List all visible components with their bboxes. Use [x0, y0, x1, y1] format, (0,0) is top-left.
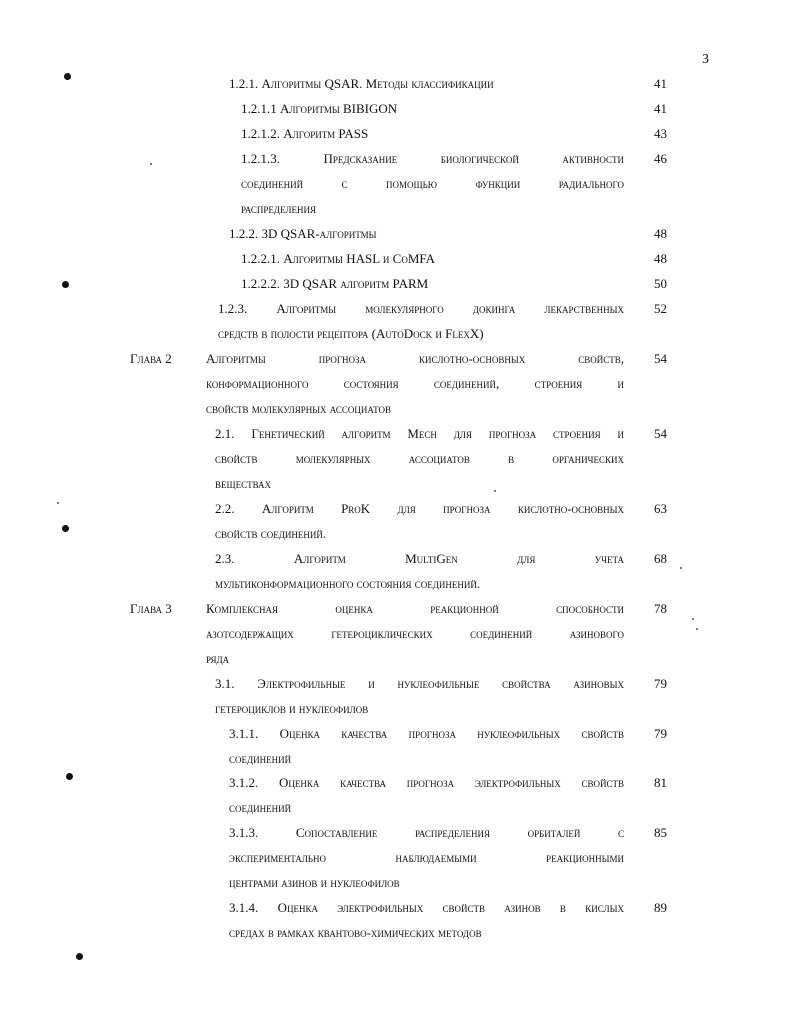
- toc-entry-text: 2.3. Алгоритм MultiGen для учета: [215, 551, 624, 566]
- scan-speck: [57, 502, 59, 504]
- toc-entry-text: соединений: [229, 800, 292, 815]
- toc-entry-text: 3.1.3. Сопоставление распределения орбиталей с: [229, 825, 624, 840]
- toc-entry-text: соединений: [229, 751, 292, 766]
- scan-dot: [62, 281, 69, 288]
- toc-entry-1-2-1-2: [241, 121, 639, 146]
- toc-entry-text: 3.1. Электрофильные и нуклеофильные свойства азиновых: [215, 676, 624, 691]
- toc-page-number: 43: [654, 126, 667, 141]
- toc-entry-text: средств в полости рецептора (AutoDock и FlexX): [218, 326, 484, 341]
- toc-entry-chapter-2: [206, 346, 624, 421]
- toc-entry-3-1-2: [229, 770, 624, 820]
- toc-page-number: 63: [654, 501, 667, 516]
- toc-entry-1-2-2-1: [241, 246, 639, 271]
- toc-entry-text: экспериментально наблюдаемыми реакционными: [229, 850, 624, 865]
- toc-page-number: 79: [654, 676, 667, 691]
- toc-entry-text: ряда: [206, 651, 230, 666]
- toc-page-number: 89: [654, 900, 667, 915]
- chapter-label: Глава 3: [130, 601, 172, 616]
- toc-entry-2-3: [215, 546, 624, 596]
- toc-page-number: 54: [654, 351, 667, 366]
- toc-page-number: 41: [654, 101, 667, 116]
- toc-entry-3-1-3: [229, 820, 624, 895]
- toc-page-number: 41: [654, 76, 667, 91]
- toc-entry-text: 3.1.1. Оценка качества прогноза нуклеофильных свойств: [229, 726, 624, 741]
- toc-page-number: 46: [654, 151, 667, 166]
- scan-speck: [692, 618, 694, 620]
- toc-entry-text: 1.2.2.2. 3D QSAR алгоритм PARM: [241, 276, 429, 291]
- toc-entry-text: Алгоритмы прогноза кислотно-основных свойств,: [206, 351, 624, 366]
- toc-entry-text: мультиконформационного состояния соединений.: [215, 576, 481, 591]
- chapter-label: Глава 2: [130, 351, 172, 366]
- toc-entry-1-2-2-2: [241, 271, 639, 296]
- toc-page-number: 81: [654, 775, 667, 790]
- toc-entry-text: 2.1. Генетический алгоритм Mech для прогноза строения и: [215, 426, 624, 441]
- toc-entry-text: центрами азинов и нуклеофилов: [229, 875, 400, 890]
- toc-entry-3-1: [215, 671, 624, 721]
- toc-entry-text: азотсодержащих гетероциклических соединений азинового: [206, 626, 624, 641]
- toc-page-number: 85: [654, 825, 667, 840]
- toc-page-number: 78: [654, 601, 667, 616]
- toc-page-number: 48: [654, 251, 667, 266]
- toc-entry-text: свойств молекулярных ассоциатов: [206, 401, 391, 416]
- toc-entry-text: Комплексная оценка реакционной способности: [206, 601, 624, 616]
- toc-entry-3-1-4: [229, 895, 624, 945]
- toc-page-number: 54: [654, 426, 667, 441]
- toc-page-number: 68: [654, 551, 667, 566]
- scan-speck: [494, 490, 496, 492]
- toc-entry-text: 1.2.1. Алгоритмы QSAR. Методы классификации: [229, 76, 494, 91]
- toc-entry-2-1: [215, 421, 624, 496]
- toc-entry-text: распределения: [241, 201, 317, 216]
- toc-entry-text: соединений с помощью функции радиального: [241, 176, 624, 191]
- toc-page-number: 52: [654, 301, 667, 316]
- scan-dot: [64, 73, 71, 80]
- toc-entry-text: 1.2.2. 3D QSAR-алгоритмы: [229, 226, 377, 241]
- scan-dot: [76, 953, 83, 960]
- toc-page-number: 48: [654, 226, 667, 241]
- toc-entry-text: конформационного состояния соединений, строения и: [206, 376, 624, 391]
- toc-page-number: 79: [654, 726, 667, 741]
- toc-entry-text: гетероциклов и нуклеофилов: [215, 701, 369, 716]
- toc-entry-chapter-3: [206, 596, 624, 671]
- toc-entry-text: 1.2.1.3. Предсказание биологической активности: [241, 151, 624, 166]
- toc-page-number: 50: [654, 276, 667, 291]
- toc-entry-text: 1.2.3. Алгоритмы молекулярного докинга лекарственных: [218, 301, 624, 316]
- toc-entry-text: 1.2.1.1 Алгоритмы BIBIGON: [241, 101, 398, 116]
- toc-entry-text: средах в рамках квантово-химических методов: [229, 925, 482, 940]
- scan-speck: [150, 163, 152, 165]
- toc-entry-1-2-1: [229, 71, 639, 96]
- toc-entry-1-2-2: [229, 221, 639, 246]
- scan-speck: [696, 628, 698, 630]
- toc-entry-text: 1.2.2.1. Алгоритмы HASL и CoMFA: [241, 251, 436, 266]
- toc-entry-text: 2.2. Алгоритм ProK для прогноза кислотно-основных: [215, 501, 624, 516]
- toc-entry-text: 3.1.2. Оценка качества прогноза электрофильных свойств: [229, 775, 624, 790]
- page-number: 3: [702, 52, 709, 67]
- toc-entry-text: веществах: [215, 476, 272, 491]
- toc-entry-1-2-3: [218, 296, 624, 346]
- toc-entry-text: свойств соединений.: [215, 526, 327, 541]
- toc-entry-text: 3.1.4. Оценка электрофильных свойств азинов в кислых: [229, 900, 624, 915]
- toc-entry-2-2: [215, 496, 624, 546]
- toc-entry-text: свойств молекулярных ассоциатов в органических: [215, 451, 624, 466]
- scan-dot: [62, 525, 69, 532]
- toc-entry-3-1-1: [229, 721, 624, 771]
- toc-entry-1-2-1-3: [241, 146, 624, 221]
- scan-speck: [680, 567, 682, 569]
- toc-entry-1-2-1-1: [241, 96, 639, 121]
- scan-dot: [66, 773, 73, 780]
- toc-entry-text: 1.2.1.2. Алгоритм PASS: [241, 126, 369, 141]
